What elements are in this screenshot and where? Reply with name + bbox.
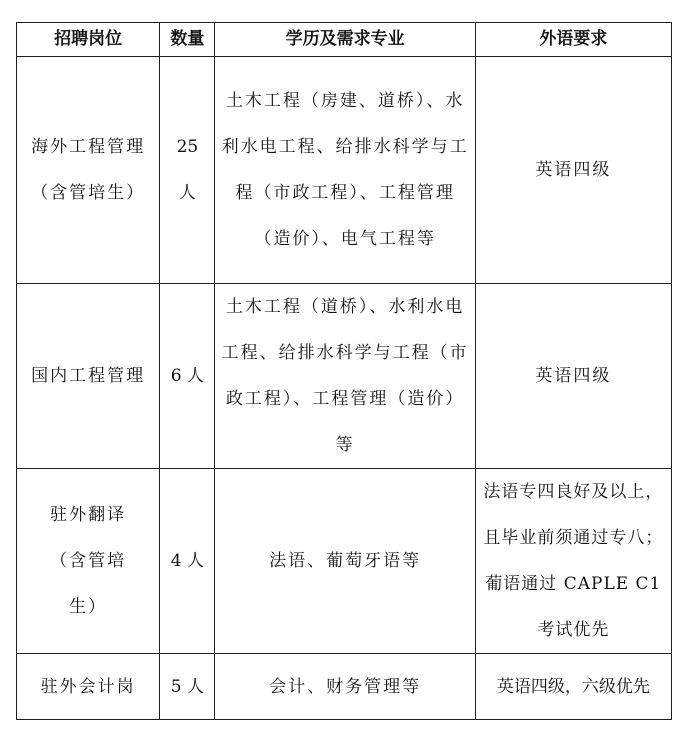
cell-count: 6 人: [160, 284, 215, 469]
cell-language: 法语专四良好及以上，且毕业前须通过专八；葡语通过 CAPLE C1 考试优先: [475, 469, 671, 654]
cell-major: 土木工程（道桥）、水利水电工程、给排水科学与工程（市政工程）、工程管理（造价）等: [215, 284, 475, 469]
table-row: [17, 57, 672, 284]
cell-position: 海外工程管理（含管培生）: [17, 57, 160, 284]
table-row: [17, 469, 672, 654]
header-position: 招聘岗位: [17, 23, 160, 57]
table-row: [17, 654, 672, 720]
cell-major: 会计、财务管理等: [215, 654, 475, 720]
header-major: 学历及需求专业: [215, 23, 475, 57]
cell-position: 国内工程管理: [17, 284, 160, 469]
recruitment-table: [16, 22, 672, 720]
cell-position: 驻外翻译（含管培生）: [17, 469, 160, 654]
cell-count: 4 人: [160, 469, 215, 654]
cell-count: 5 人: [160, 654, 215, 720]
table-header-row: [17, 23, 672, 57]
cell-language: 英语四级，六级优先: [475, 654, 671, 720]
cell-count: 25 人: [160, 57, 215, 284]
cell-language: 英语四级: [475, 57, 671, 284]
cell-position: 驻外会计岗: [17, 654, 160, 720]
cell-major: 法语、葡萄牙语等: [215, 469, 475, 654]
cell-language: 英语四级: [475, 284, 671, 469]
header-count: 数量: [160, 23, 215, 57]
header-language: 外语要求: [475, 23, 671, 57]
cell-major: 土木工程（房建、道桥）、水利水电工程、给排水科学与工程（市政工程）、工程管理（造价）、电气工程等: [215, 57, 475, 284]
table-row: [17, 284, 672, 469]
